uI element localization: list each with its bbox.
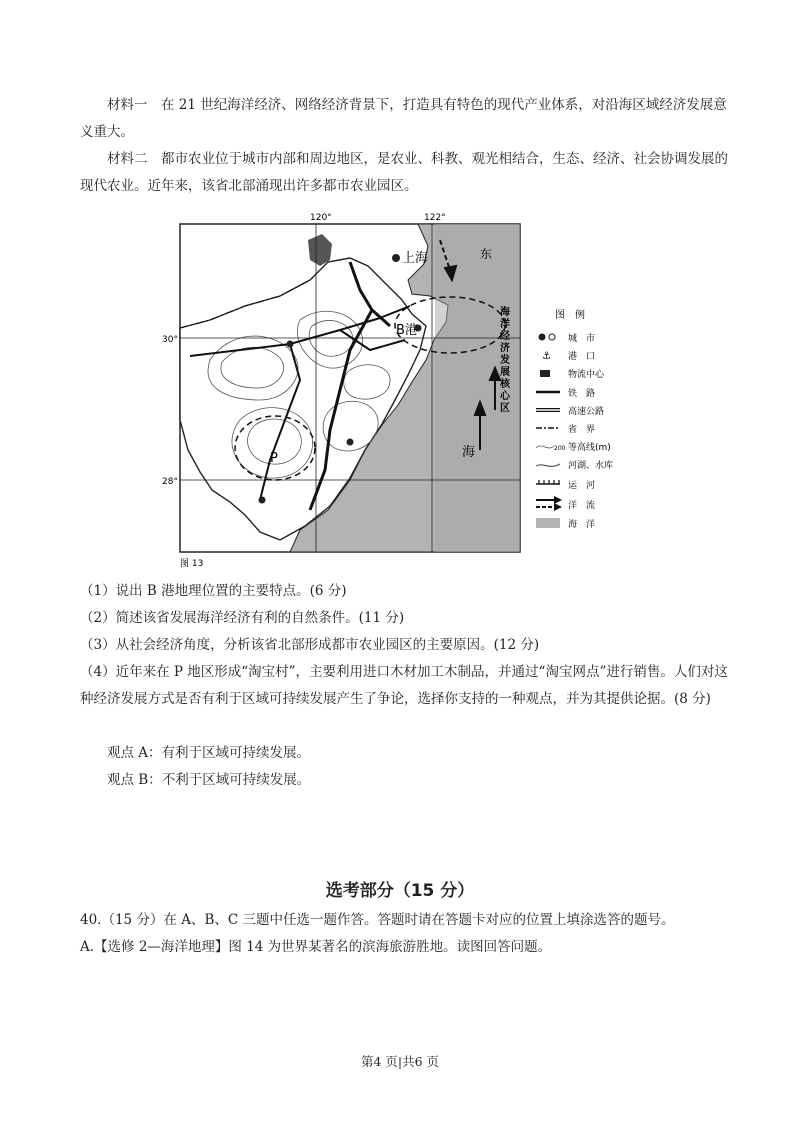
legend-ocean: 海 洋 bbox=[568, 520, 596, 530]
anchor-icon: ⚓ bbox=[542, 351, 551, 362]
legend-highway: 高速公路 bbox=[568, 407, 605, 417]
svg-text:展: 展 bbox=[500, 367, 510, 378]
legend-title: 图 例 bbox=[555, 310, 585, 321]
sea-label: 海 bbox=[462, 445, 476, 460]
legend-contour-value: 200 bbox=[554, 445, 566, 452]
svg-text:心: 心 bbox=[500, 391, 510, 402]
svg-text:海: 海 bbox=[500, 307, 510, 318]
page-footer: 第4 页|共6 页 bbox=[360, 1054, 440, 1069]
material-one: 材料一 在 21 世纪海洋经济、网络经济背景下，打造具有特色的现代产业体系，对沿海区域经济发展意义重大。 bbox=[80, 97, 727, 140]
figure-13-map bbox=[150, 210, 660, 570]
svg-text:发: 发 bbox=[500, 355, 510, 366]
material-two: 材料二 都市农业位于城市内部和周边地区，是农业、科教、观光相结合，生态、经济、社会协调发展的现代农业。近年来，该省北部涌现出许多都市农业园区。 bbox=[80, 151, 728, 194]
viewpoint-a: 观点 A：有利于区域可持续发展。 bbox=[107, 745, 311, 761]
svg-text:济: 济 bbox=[500, 343, 510, 354]
b-port-label: B港 bbox=[396, 323, 418, 338]
logistics-icon bbox=[540, 370, 550, 377]
legend-river: 河湖、水库 bbox=[568, 461, 614, 471]
map-svg bbox=[150, 210, 660, 570]
section-title: 选考部分（15 分） bbox=[325, 881, 475, 901]
lon-122-label: 122° bbox=[424, 213, 446, 223]
question-2: （2）简述该省发展海洋经济有利的自然条件。(11 分) bbox=[80, 610, 405, 626]
svg-text:洋: 洋 bbox=[500, 319, 510, 330]
core-zone-label bbox=[499, 305, 511, 414]
legend-current: 洋 流 bbox=[568, 501, 596, 511]
question-4: （4）近年来在 P 地区形成“淘宝村”，主要利用进口木材加工木制品，并通过“淘宝网点”进行销售。人们对这种经济发展方式是否有利于区域可持续发展产生了争论，选择你支持的一种观点，并为其提供论据。(8 分) bbox=[80, 664, 728, 707]
figure-caption: 图 13 bbox=[180, 559, 204, 569]
viewpoint-b: 观点 B：不利于区域可持续发展。 bbox=[107, 772, 311, 788]
question-1: （1）说出 B 港地理位置的主要特点。(6 分) bbox=[80, 583, 347, 599]
svg-text:经: 经 bbox=[500, 331, 510, 342]
legend-logistics: 物流中心 bbox=[568, 370, 605, 380]
legend-border: 省 界 bbox=[568, 425, 596, 435]
question-3: （3）从社会经济角度，分析该省北部形成都市农业园区的主要原因。(12 分) bbox=[80, 637, 540, 653]
legend-railway: 铁 路 bbox=[568, 389, 596, 399]
legend-canal: 运 河 bbox=[568, 481, 596, 491]
legend-port: 港 口 bbox=[568, 352, 596, 362]
svg-text:区: 区 bbox=[500, 403, 510, 414]
lat-28-label: 28° bbox=[162, 477, 178, 487]
svg-text:核: 核 bbox=[500, 379, 510, 390]
east-label: 东 bbox=[480, 247, 493, 261]
legend-city: 城 市 bbox=[568, 334, 596, 344]
shanghai-label: 上海 bbox=[402, 251, 429, 266]
lon-120-label: 120° bbox=[310, 213, 332, 223]
lat-30-label: 30° bbox=[162, 335, 178, 345]
p-label: P bbox=[270, 451, 278, 466]
question-40: 40.（15 分）在 A、B、C 三题中任选一题作答。答题时请在答题卡对应的位置上填涂选答的题号。 bbox=[80, 912, 675, 928]
legend-contour: 等高线(m) bbox=[568, 443, 611, 453]
question-40-a: A.【选修 2—海洋地理】图 14 为世界某著名的滨海旅游胜地。读图回答问题。 bbox=[80, 939, 552, 955]
map-legend bbox=[536, 308, 613, 530]
